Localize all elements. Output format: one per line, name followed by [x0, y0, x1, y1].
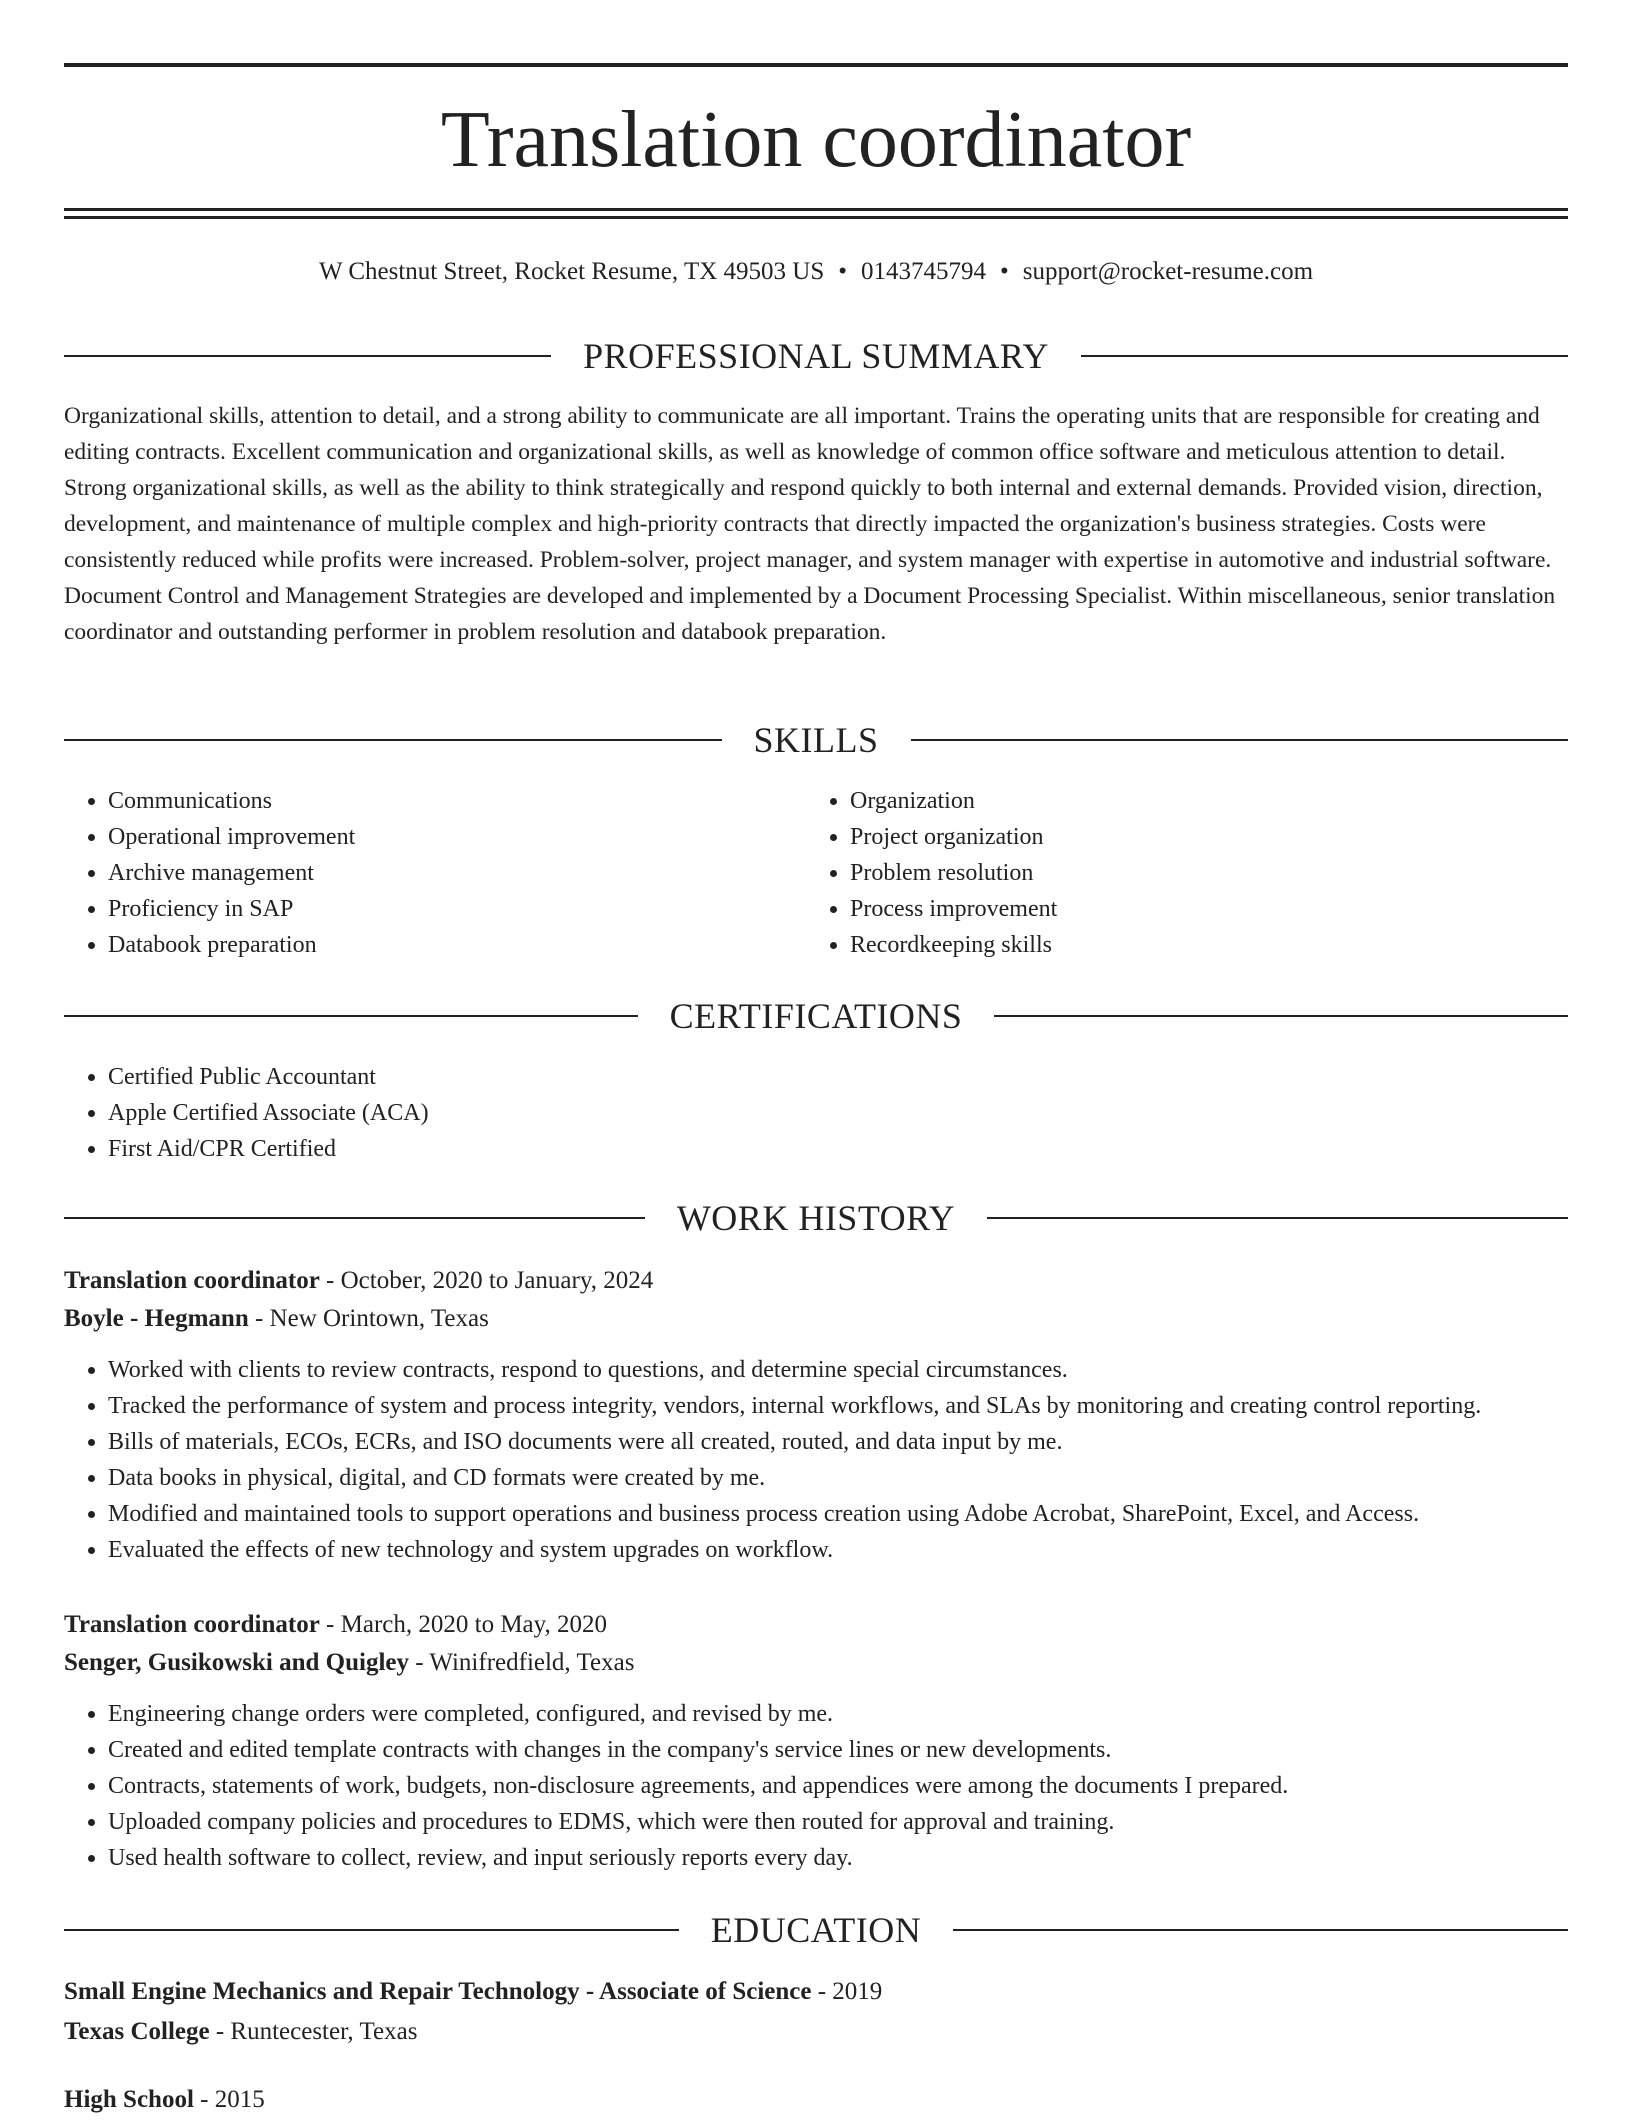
job-company: Senger, Gusikowski and Quigley [64, 1649, 410, 1676]
education-year: - 2019 [811, 1978, 883, 2005]
section-title: EDUCATION [710, 1910, 922, 1950]
section-heading-summary [64, 334, 1568, 378]
job-dates: - March, 2020 to May, 2020 [319, 1611, 608, 1638]
skills-column-right [806, 783, 1548, 963]
heading-rule [911, 739, 1569, 741]
header-bottom-rule [64, 208, 1568, 211]
heading-rule [994, 1015, 1568, 1017]
heading-rule [64, 1217, 645, 1219]
skill-item: • Organization [850, 783, 1548, 819]
section-title: WORK HISTORY [676, 1198, 956, 1238]
job-bullet: • Modified and maintained tools to support operations and business process creation using Adobe Acrobat, SharePoint, Excel, and Access. [108, 1496, 1568, 1532]
job-location: - Winifredfield, Texas [409, 1649, 635, 1676]
heading-rule [64, 739, 722, 741]
education-degree-line [64, 1972, 1568, 2012]
job-title: Translation coordinator [64, 1267, 320, 1294]
job-bullet: • Contracts, statements of work, budgets, non-disclosure agreements, and appendices were among the documents I prepared. [108, 1768, 1568, 1804]
section-title: CERTIFICATIONS [669, 996, 963, 1036]
job-bullet: • Created and edited template contracts with changes in the company's service lines or new developments. [108, 1732, 1568, 1768]
education-entry [64, 2080, 1568, 2120]
education-school-line [64, 2012, 1568, 2052]
heading-rule [987, 1217, 1568, 1219]
job-bullet: • Used health software to collect, review, and input seriously reports every day. [108, 1840, 1568, 1876]
job-dates: - October, 2020 to January, 2024 [319, 1267, 654, 1294]
skill-item: • Proficiency in SAP [108, 891, 806, 927]
heading-rule [953, 1929, 1568, 1931]
skills-column-left [64, 783, 806, 963]
skill-item: • Process improvement [850, 891, 1548, 927]
certification-item: • Apple Certified Associate (ACA) [108, 1095, 1568, 1131]
header-top-rule [64, 63, 1568, 67]
section-heading-skills [64, 718, 1568, 762]
contact-address: W Chestnut Street, Rocket Resume, TX 49503 US [318, 258, 825, 285]
job-bullet: • Engineering change orders were completed, configured, and revised by me. [108, 1696, 1568, 1732]
job-bullets [64, 1352, 1568, 1568]
job-company-line [64, 1300, 1568, 1338]
job-title: Translation coordinator [64, 1611, 320, 1638]
job-company-line [64, 1644, 1568, 1682]
skill-item: • Problem resolution [850, 855, 1548, 891]
skill-item: • Recordkeeping skills [850, 927, 1548, 963]
contact-line [64, 252, 1568, 292]
education-location: - Runtecester, Texas [209, 2018, 418, 2045]
skill-item: • Databook preparation [108, 927, 806, 963]
job-entry [64, 1606, 1568, 1876]
contact-email[interactable]: support@rocket-resume.com [1022, 258, 1314, 285]
certification-item: • Certified Public Accountant [108, 1059, 1568, 1095]
education-school: Texas College [64, 2018, 210, 2045]
section-heading-education [64, 1908, 1568, 1952]
certification-item: • First Aid/CPR Certified [108, 1131, 1568, 1167]
contact-separator: • [838, 258, 847, 285]
contact-separator: • [1000, 258, 1009, 285]
section-title: SKILLS [753, 720, 879, 760]
section-heading-certifications [64, 994, 1568, 1038]
job-bullets [64, 1696, 1568, 1876]
job-bullet: • Evaluated the effects of new technology and system upgrades on workflow. [108, 1532, 1568, 1568]
job-bullet: • Bills of materials, ECOs, ECRs, and ISO documents were all created, routed, and data input by me. [108, 1424, 1568, 1460]
contact-phone: 0143745794 [861, 258, 986, 285]
job-location: - New Orintown, Texas [248, 1305, 489, 1332]
job-title-line [64, 1606, 1568, 1644]
education-degree: Small Engine Mechanics and Repair Technology - Associate of Science [64, 1978, 812, 2005]
education-entry [64, 1972, 1568, 2052]
header-bottom-rule-2 [64, 216, 1568, 219]
job-entry [64, 1262, 1568, 1568]
heading-rule [64, 1015, 638, 1017]
heading-rule [64, 355, 551, 357]
summary-paragraph: Organizational skills, attention to detail, and a strong ability to communicate are all important. Trains the operating units that are responsible for creating and editing contracts. Excellent communication and organizational skills, as well as knowledge of common office software and meticulous attention to detail. Strong organizational skills, as well as the ability to think strategically and respond quickly to both internal and external demands. Provided vision, direction, development, and maintenance of multiple complex and high-priority contracts that directly impacted the organization's business strategies. Costs were consistently reduced while profits were increased. Problem-solver, project manager, and system manager with expertise in automotive and industrial software. Document Control and Management Strategies are developed and implemented by a Document Processing Specialist. Within miscellaneous, senior translation coordinator and outstanding performer in problem resolution and databook preparation. [64, 403, 1556, 645]
job-bullet: • Data books in physical, digital, and CD formats were created by me. [108, 1460, 1568, 1496]
job-title-line [64, 1262, 1568, 1300]
certifications-list [64, 1059, 1568, 1167]
education-degree: High School [64, 2086, 194, 2113]
job-bullet: • Worked with clients to review contracts, respond to questions, and determine special circumstances. [108, 1352, 1568, 1388]
skill-item: • Archive management [108, 855, 806, 891]
job-bullet: • Tracked the performance of system and process integrity, vendors, internal workflows, and SLAs by monitoring and creating control reporting. [108, 1388, 1568, 1424]
skill-item: • Operational improvement [108, 819, 806, 855]
education-year: - 2015 [193, 2086, 265, 2113]
skill-item: • Communications [108, 783, 806, 819]
section-heading-work [64, 1196, 1568, 1240]
heading-rule [1081, 355, 1568, 357]
heading-rule [64, 1929, 679, 1931]
skills-list [64, 783, 1568, 963]
job-bullet: • Uploaded company policies and procedures to EDMS, which were then routed for approval and training. [108, 1804, 1568, 1840]
education-degree-line [64, 2080, 1568, 2120]
resume-title: Translation coordinator [440, 96, 1192, 184]
job-company: Boyle - Hegmann [64, 1305, 249, 1332]
section-title: PROFESSIONAL SUMMARY [583, 336, 1049, 376]
skill-item: • Project organization [850, 819, 1548, 855]
